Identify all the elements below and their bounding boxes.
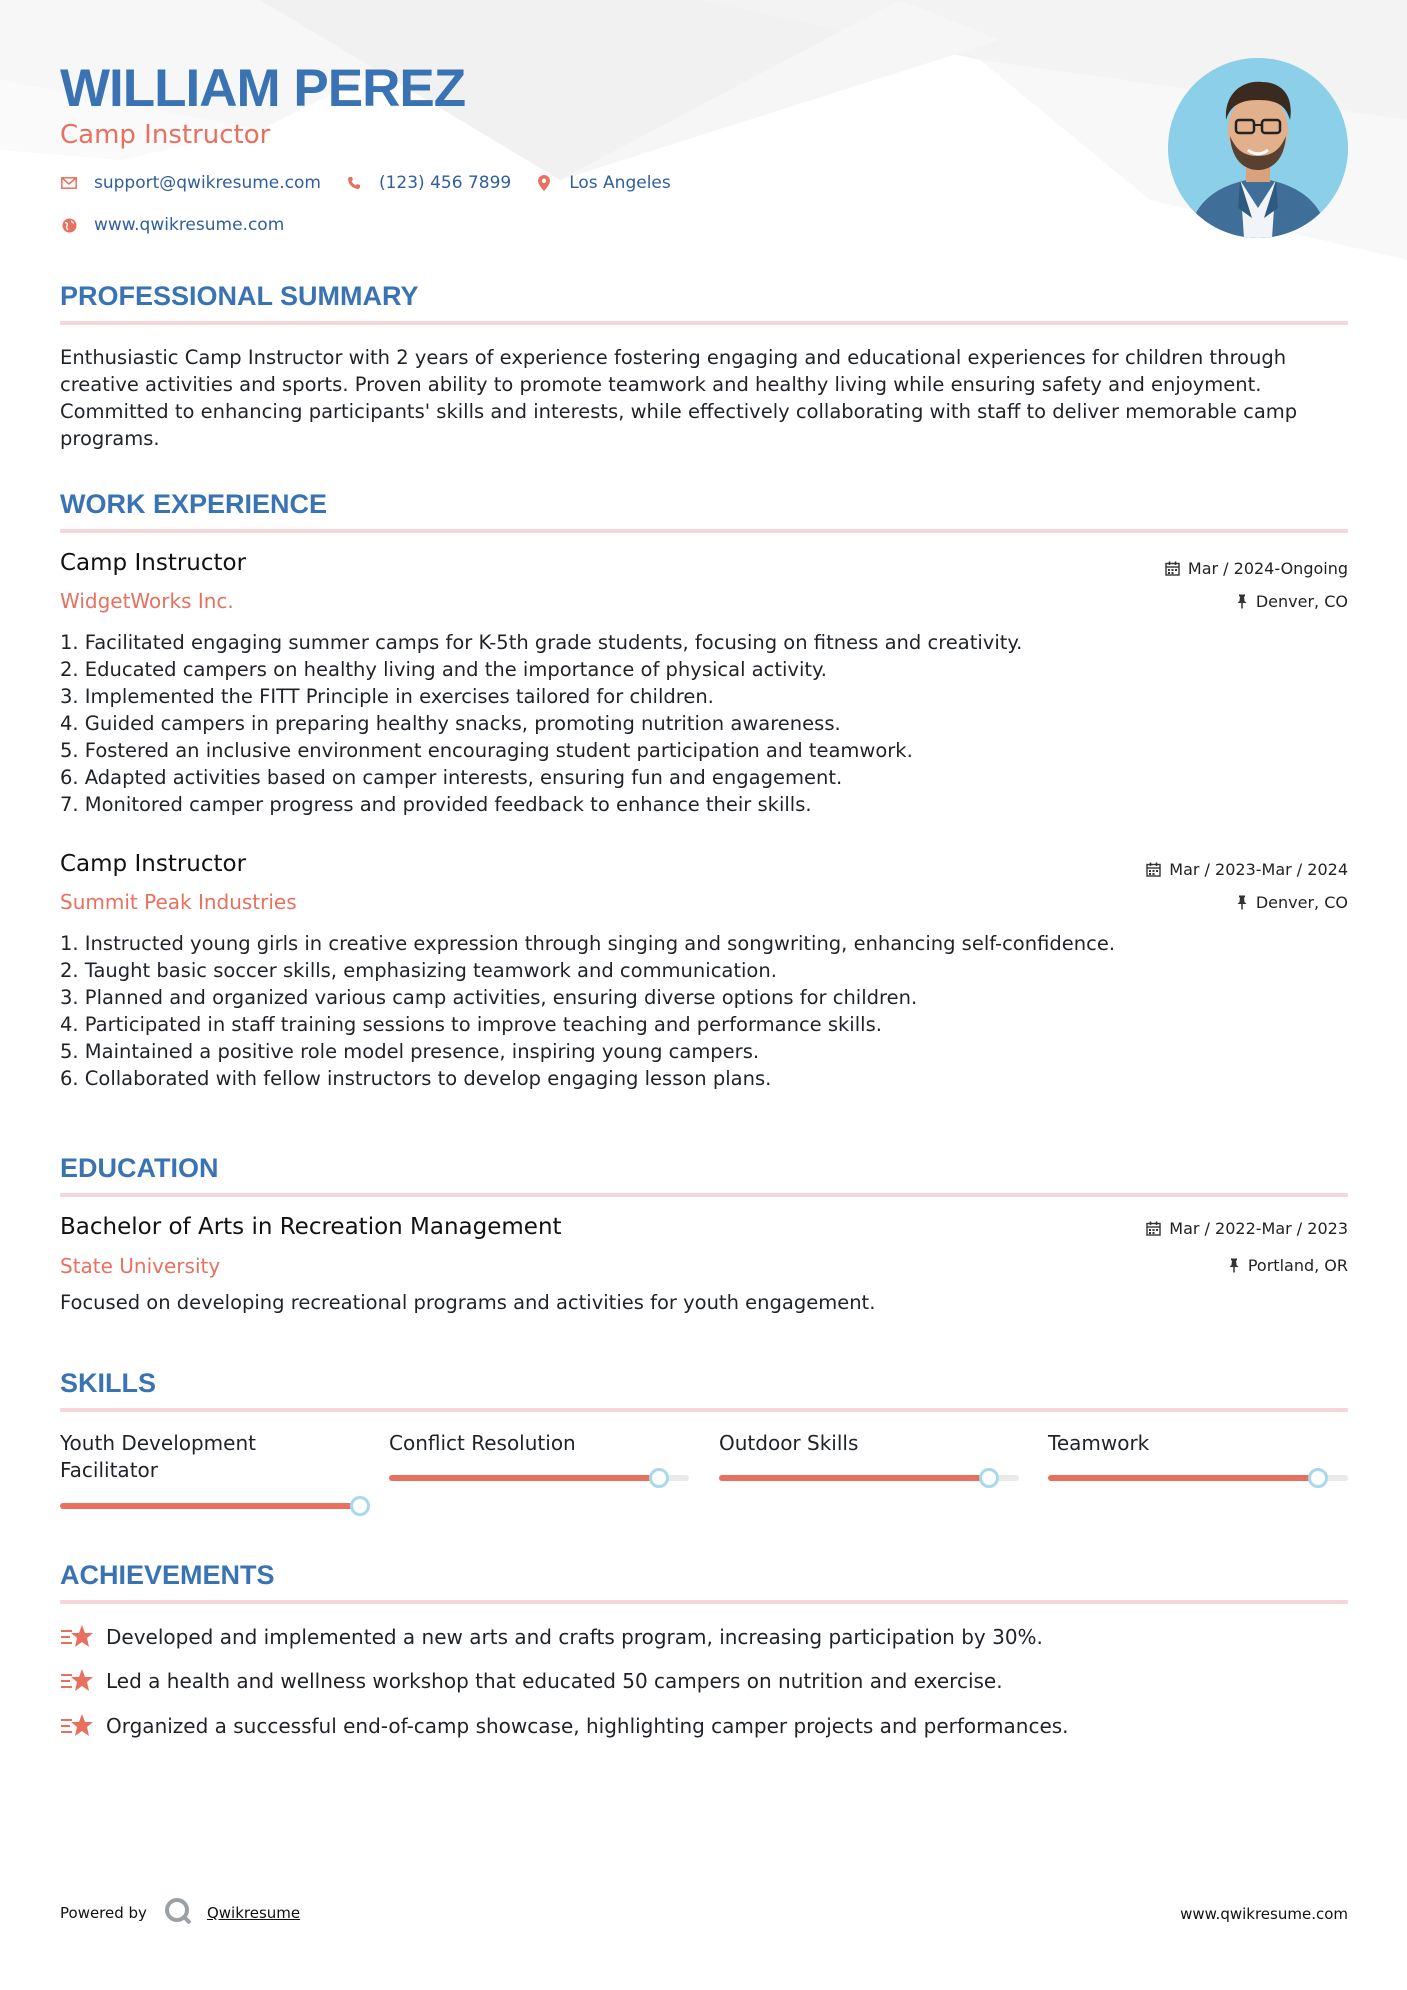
achievements-heading: ACHIEVEMENTS <box>60 1560 275 1590</box>
contact-row-website <box>60 215 308 235</box>
skill-bar-knob <box>1308 1468 1328 1488</box>
education-dates <box>1146 1219 1348 1238</box>
education-location-text: Portland, OR <box>1247 1256 1348 1275</box>
skill-item <box>1048 1430 1348 1457</box>
pushpin-icon <box>1236 594 1248 609</box>
skill-item <box>60 1430 360 1484</box>
candidate-role: Camp Instructor <box>60 120 271 150</box>
job-dates-text: Mar / 2023-Mar / 2024 <box>1169 860 1348 879</box>
qwikresume-link[interactable]: Qwikresume <box>206 1904 301 1922</box>
skill-bar <box>719 1475 1019 1481</box>
job-location <box>1236 592 1348 611</box>
job-location-text: Denver, CO <box>1255 592 1348 611</box>
list-item: 5. Maintained a positive role model presence, inspiring young campers. <box>60 1040 760 1063</box>
skill-bar-fill <box>60 1503 360 1509</box>
shooting-star-icon <box>60 1622 94 1652</box>
pushpin-icon <box>1228 1258 1240 1273</box>
skill-bar-fill <box>1048 1475 1318 1481</box>
job-dates-text: Mar / 2024-Ongoing <box>1187 559 1348 578</box>
phone-text: (123) 456 7899 <box>378 173 512 193</box>
website-text: www.qwikresume.com <box>94 215 285 235</box>
skill-bar-fill <box>719 1475 989 1481</box>
qwikresume-logo-icon <box>163 1896 193 1930</box>
skill-item <box>389 1430 689 1457</box>
skill-bar-fill <box>389 1475 659 1481</box>
skill-bar-knob <box>979 1468 999 1488</box>
education-heading: EDUCATION <box>60 1153 219 1183</box>
envelope-icon <box>60 174 78 192</box>
candidate-name: WILLIAM PEREZ <box>60 59 466 118</box>
section-divider <box>60 1193 1348 1197</box>
footer-powered-by <box>60 1896 300 1930</box>
section-divider <box>60 1408 1348 1412</box>
job-title: Camp Instructor <box>60 851 247 877</box>
contact-phone[interactable] <box>345 173 511 193</box>
job-company: Summit Peak Industries <box>60 890 297 914</box>
skill-name: Conflict Resolution <box>389 1431 576 1455</box>
list-item: 5. Fostered an inclusive environment encouraging student participation and teamwork. <box>60 739 913 762</box>
job-dates <box>1165 559 1348 578</box>
achievement-text: Developed and implemented a new arts and crafts program, increasing participation by 30%. <box>106 1625 1043 1649</box>
list-item: 3. Implemented the FITT Principle in exercises tailored for children. <box>60 685 714 708</box>
skill-bar-knob <box>350 1496 370 1516</box>
skill-name: Outdoor Skills <box>719 1431 859 1455</box>
section-divider <box>60 321 1348 325</box>
achievement-text: Organized a successful end-of-camp showcase, highlighting camper projects and performances. <box>106 1714 1069 1738</box>
summary-heading: PROFESSIONAL SUMMARY <box>60 281 419 311</box>
list-item: 1. Instructed young girls in creative expression through singing and songwriting, enhancing self-confidence. <box>60 932 1116 955</box>
list-item: 4. Participated in staff training sessions to improve teaching and performance skills. <box>60 1013 882 1036</box>
skill-name: Youth Development Facilitator <box>60 1431 256 1482</box>
skill-bar <box>1048 1475 1348 1481</box>
section-divider <box>60 529 1348 533</box>
list-item: 4. Guided campers in preparing healthy snacks, promoting nutrition awareness. <box>60 712 841 735</box>
globe-icon <box>60 216 78 234</box>
job-location-text: Denver, CO <box>1255 893 1348 912</box>
pushpin-icon <box>1236 895 1248 910</box>
email-text: support@qwikresume.com <box>94 173 321 193</box>
job-bullets <box>60 629 1348 818</box>
skill-item <box>719 1430 1019 1457</box>
achievement-item <box>60 1622 1043 1652</box>
list-item: 2. Taught basic soccer skills, emphasizing teamwork and communication. <box>60 959 777 982</box>
achievement-item <box>60 1711 1069 1741</box>
list-item: 3. Planned and organized various camp activities, ensuring diverse options for children. <box>60 986 918 1009</box>
skill-bar-knob <box>649 1468 669 1488</box>
skills-heading: SKILLS <box>60 1368 157 1398</box>
list-item: 6. Adapted activities based on camper interests, ensuring fun and engagement. <box>60 766 843 789</box>
phone-icon <box>345 174 363 192</box>
experience-heading: WORK EXPERIENCE <box>60 489 328 519</box>
job-title: Camp Instructor <box>60 550 247 576</box>
skill-name: Teamwork <box>1048 1431 1150 1455</box>
degree-title: Bachelor of Arts in Recreation Management <box>60 1214 562 1240</box>
calendar-icon <box>1165 561 1180 576</box>
list-item: 2. Educated campers on healthy living and the importance of physical activity. <box>60 658 827 681</box>
calendar-icon <box>1146 1221 1161 1236</box>
achievement-text: Led a health and wellness workshop that educated 50 campers on nutrition and exercise. <box>106 1669 1003 1693</box>
skill-bar <box>60 1503 360 1509</box>
list-item: 7. Monitored camper progress and provided feedback to enhance their skills. <box>60 793 812 816</box>
calendar-icon <box>1146 862 1161 877</box>
achievement-item <box>60 1666 1003 1696</box>
powered-by-label: Powered by <box>60 1904 147 1922</box>
summary-text: Enthusiastic Camp Instructor with 2 years of experience fostering engaging and educational experiences for children through creative activities and sports. Proven ability to promote teamwork and healthy living while ensuring safety and enjoyment. Committed to enhancing participants' skills and interests, while effectively collaborating with staff to deliver memorable camp programs. <box>60 346 1298 450</box>
shooting-star-icon <box>60 1666 94 1696</box>
map-pin-icon <box>535 174 553 192</box>
contact-website[interactable] <box>60 215 284 235</box>
footer-website[interactable]: www.qwikresume.com <box>1180 1905 1348 1923</box>
portrait-illustration <box>1168 58 1348 238</box>
education-dates-text: Mar / 2022-Mar / 2023 <box>1169 1219 1348 1238</box>
job-company: WidgetWorks Inc. <box>60 589 234 613</box>
job-dates <box>1146 860 1348 879</box>
contact-email[interactable] <box>60 173 321 193</box>
contact-row <box>60 173 695 193</box>
school-name: State University <box>60 1254 221 1278</box>
skill-bar <box>389 1475 689 1481</box>
job-location <box>1236 893 1348 912</box>
profile-photo <box>1168 58 1348 238</box>
education-location <box>1228 1256 1348 1275</box>
shooting-star-icon <box>60 1711 94 1741</box>
section-divider <box>60 1600 1348 1604</box>
list-item: 1. Facilitated engaging summer camps for K-5th grade students, focusing on fitness and creativity. <box>60 631 1023 654</box>
contact-location <box>535 173 671 193</box>
location-text: Los Angeles <box>569 173 671 193</box>
education-description: Focused on developing recreational programs and activities for youth engagement. <box>60 1291 876 1314</box>
list-item: 6. Collaborated with fellow instructors to develop engaging lesson plans. <box>60 1067 772 1090</box>
job-bullets <box>60 930 1348 1092</box>
